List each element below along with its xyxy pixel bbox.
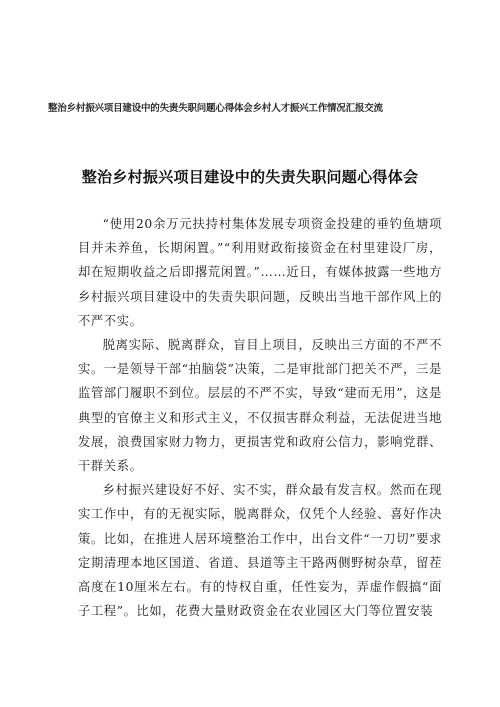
running-header: 整治乡村振兴项目建设中的失责失职问题心得体会乡村人才振兴工作情况汇报交流 <box>48 103 383 114</box>
document-body <box>78 212 442 623</box>
paragraph-3: 乡村振兴建设好不好、实不实，群众最有发言权。然而在现实工作中，有的无视实际，脱离群众，仅凭个人经验、喜好作决策。比如，在推进人居环境整治工作中，出台文件“一刀切”要求定期清理本地区国道、省道、县道等主干路两侧野树杂草，留茬高度在10厘米左右。有的恃权自重，任性妄为，弄虚作假搞“面子工程”。比如，花费大量财政资金在农业园区大门等位置安装 <box>78 483 442 619</box>
paragraph-1: “使用20余万元扶持村集体发展专项资金投建的垂钓鱼塘项目并未养鱼，长期闲置。”“利用财政衔接资金在村里建设厂房，却在短期收益之后即撂荒闲置。”……近日，有媒体披露一些地方乡村振兴项目建设中的失责失职问题，反映出当地干部作风上的不严不实。 <box>78 217 442 328</box>
document-title: 整治乡村振兴项目建设中的失责失职问题心得体会 <box>81 168 419 186</box>
paragraph-2: 脱离实际、脱离群众，盲目上项目，反映出三方面的不严不实。一是领导干部“拍脑袋”决策，二是审批部门把关不严，三是监管部门履职不到位。层层的不严不实，导致“建而无用”，这是典型的官僚主义和形式主义，不仅损害群众利益，无法促进当地发展，浪费国家财力物力，更损害党和政府公信力，影响党群、干群关系。 <box>78 338 442 474</box>
